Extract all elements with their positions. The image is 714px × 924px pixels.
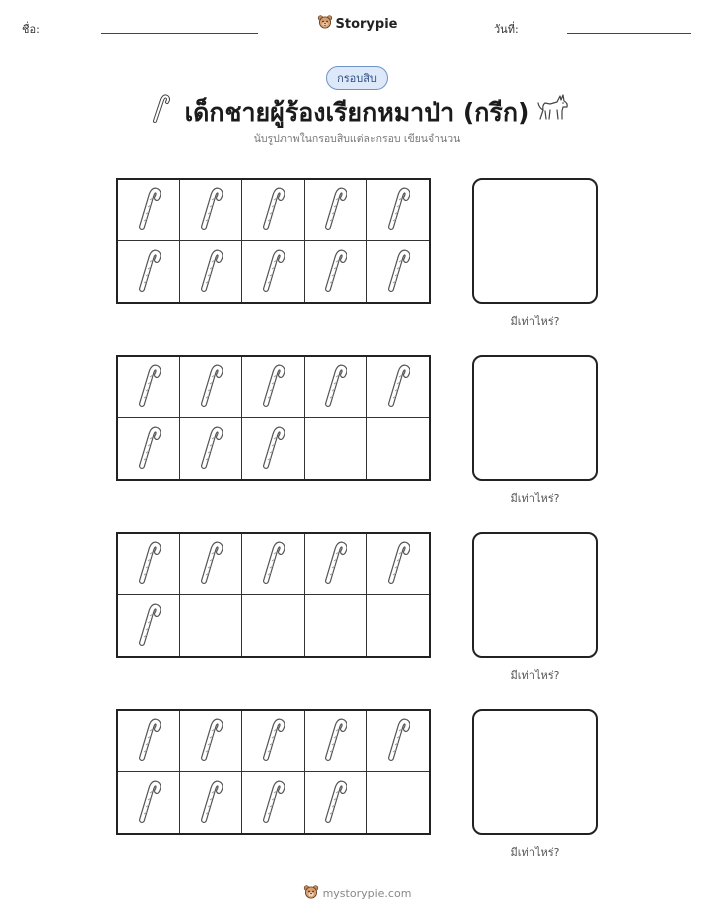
ten-frame-2 — [116, 355, 431, 481]
frame-cell — [118, 772, 180, 833]
candy-cane-icon — [323, 778, 347, 828]
answer-prompt-3: มีเท่าไหร่? — [510, 669, 560, 682]
ten-frame-1 — [116, 178, 431, 304]
ten-frame-4 — [116, 709, 431, 835]
frame-cell — [305, 357, 367, 418]
candy-cane-icon — [323, 185, 347, 235]
footer-site: mystorypie.com — [322, 887, 412, 900]
candy-cane-icon — [199, 778, 223, 828]
footer — [0, 884, 714, 904]
frame-cell — [180, 241, 242, 302]
frame-cell — [367, 357, 429, 418]
frame-cell — [242, 534, 304, 595]
frame-cell — [180, 772, 242, 833]
wolf-icon — [536, 90, 570, 126]
page-title: เด็กชายผู้ร้องเรียกหมาป่า (กรีก) — [184, 98, 530, 127]
candy-cane-icon — [137, 778, 161, 828]
candy-cane-icon — [137, 362, 161, 412]
frame-cell — [180, 418, 242, 479]
name-label: ชื่อ: — [22, 23, 40, 36]
candy-cane-icon — [137, 716, 161, 766]
date-label: วันที่: — [494, 23, 519, 36]
frame-cell — [305, 241, 367, 302]
frame-cell — [367, 180, 429, 241]
frame-cell — [305, 180, 367, 241]
candy-cane-icon — [386, 185, 410, 235]
frame-cell — [305, 772, 367, 833]
candy-cane-icon — [323, 539, 347, 589]
frame-cell — [118, 357, 180, 418]
candy-cane-icon — [261, 539, 285, 589]
candy-cane-icon — [199, 716, 223, 766]
ten-frame-3 — [116, 532, 431, 658]
brand-logo — [0, 14, 714, 34]
candy-cane-icon — [386, 539, 410, 589]
candy-cane-icon — [137, 539, 161, 589]
frame-cell — [118, 180, 180, 241]
frame-cell — [180, 357, 242, 418]
candy-cane-icon — [323, 362, 347, 412]
candy-cane-icon — [323, 247, 347, 297]
answer-prompt-1: มีเท่าไหร่? — [510, 315, 560, 328]
candy-cane-icon — [199, 185, 223, 235]
frame-cell — [367, 534, 429, 595]
frame-cell — [118, 711, 180, 772]
candy-cane-icon — [261, 716, 285, 766]
candy-cane-icon — [199, 539, 223, 589]
candy-cane-icon — [137, 185, 161, 235]
frame-cell — [180, 711, 242, 772]
candy-cane-icon — [137, 601, 161, 651]
answer-prompt-4: มีเท่าไหร่? — [510, 846, 560, 859]
bear-logo-icon — [317, 14, 333, 34]
frame-cell — [118, 241, 180, 302]
frame-cell — [367, 595, 429, 656]
candy-cane-icon — [137, 247, 161, 297]
answer-box-3[interactable] — [472, 532, 598, 658]
candy-cane-icon — [261, 778, 285, 828]
frame-cell — [118, 418, 180, 479]
frame-cell — [242, 772, 304, 833]
bear-logo-icon — [303, 884, 319, 903]
candy-cane-icon — [386, 247, 410, 297]
frame-cell — [242, 357, 304, 418]
candy-cane-icon — [386, 716, 410, 766]
answer-prompt-2: มีเท่าไหร่? — [510, 492, 560, 505]
frame-cell — [242, 180, 304, 241]
frame-cell — [118, 595, 180, 656]
frame-cell — [180, 180, 242, 241]
frame-cell — [180, 595, 242, 656]
answer-box-1[interactable] — [472, 178, 598, 304]
candy-cane-icon — [199, 247, 223, 297]
candy-cane-icon — [261, 185, 285, 235]
frame-cell — [305, 534, 367, 595]
frame-cell — [305, 595, 367, 656]
answer-box-2[interactable] — [472, 355, 598, 481]
candy-cane-icon — [386, 362, 410, 412]
frame-cell — [367, 241, 429, 302]
frame-cell — [242, 711, 304, 772]
frame-cell — [367, 772, 429, 833]
frame-cell — [367, 711, 429, 772]
candy-cane-icon — [261, 362, 285, 412]
candy-cane-icon — [261, 247, 285, 297]
candy-cane-icon — [261, 424, 285, 474]
frame-cell — [242, 418, 304, 479]
candy-cane-icon — [137, 424, 161, 474]
frame-cell — [242, 241, 304, 302]
frame-cell — [305, 418, 367, 479]
brand-name: Storypie — [335, 16, 398, 32]
frame-cell — [180, 534, 242, 595]
date-write-line[interactable] — [567, 33, 691, 34]
frame-cell — [305, 711, 367, 772]
candy-cane-icon — [199, 362, 223, 412]
candy-cane-icon — [199, 424, 223, 474]
candy-cane-icon — [323, 716, 347, 766]
frame-cell — [367, 418, 429, 479]
instructions: นับรูปภาพในกรอบสิบแต่ละกรอบ เขียนจำนวน — [253, 133, 461, 145]
category-badge: กรอบสิบ — [326, 66, 388, 90]
frame-cell — [242, 595, 304, 656]
frame-cell — [118, 534, 180, 595]
answer-box-4[interactable] — [472, 709, 598, 835]
